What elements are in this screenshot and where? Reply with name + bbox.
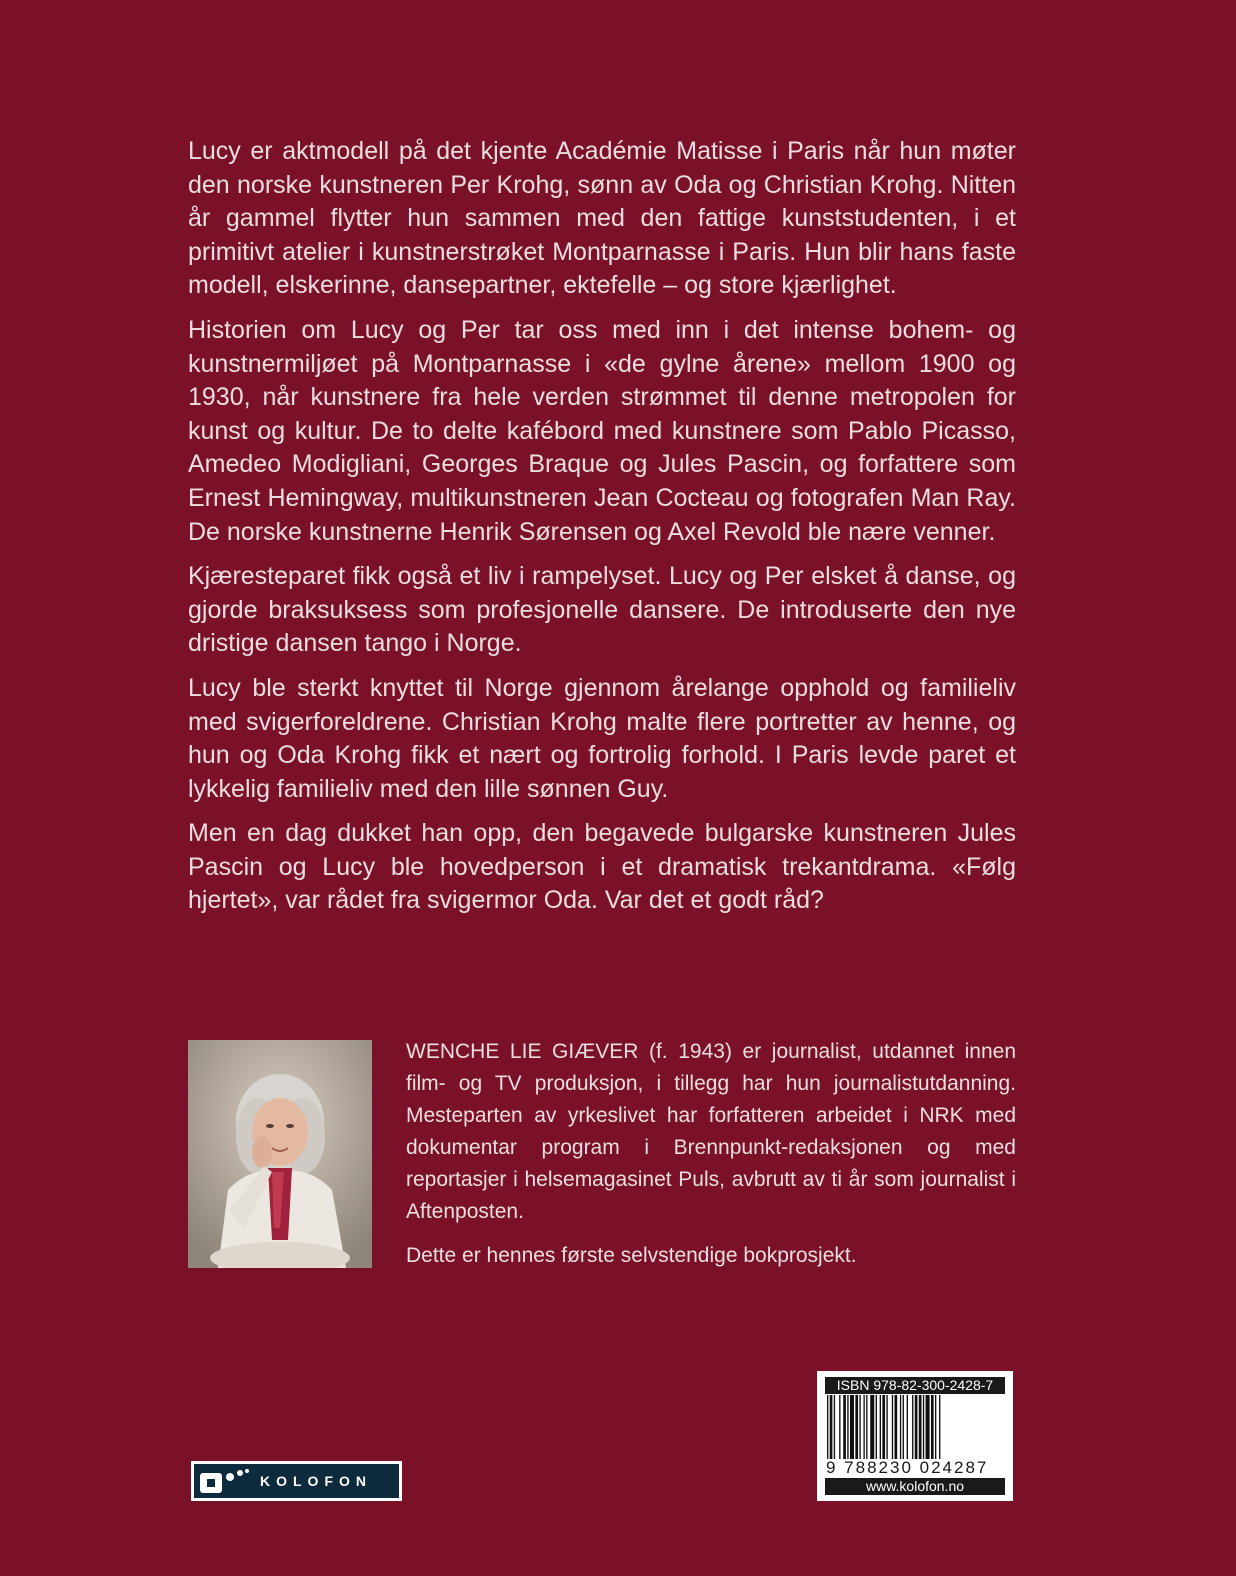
back-cover-blurb (188, 135, 1016, 929)
blurb-paragraph-1: Lucy er aktmodell på det kjente Académie Matisse i Paris når hun møter den norske kunstneren Per Krohg, sønn av Oda og Christian Krohg. Nitten år gammel flytter hun sammen med den fattige kunststudenten, i et primitivt atelier i kunstnerstrøket Montparnasse i Paris. Hun blir hans faste modell, elskerinne, dansepartner, ektefelle – og store kjærlighet. (188, 137, 1016, 300)
blurb-paragraph-4: Lucy ble sterkt knyttet til Norge gjennom årelange opphold og familieliv med svigerforeldrene. Christian Krohg malte flere portretter av henne, og hun og Oda Krohg fikk et nært og fortrolig forhold. I Paris levde paret et lykkelig familieliv med den lille sønnen Guy. (188, 673, 1016, 803)
kolofon-mark-icon (200, 1467, 250, 1497)
author-bio (406, 1036, 1016, 1284)
author-note-text: Dette er hennes første selvstendige bokprosjekt. (406, 1244, 857, 1267)
author-photo (188, 1040, 372, 1268)
author-bio-text: WENCHE LIE GIÆVER (f. 1943) er journalist, utdannet innen film- og TV produksjon, i tillegg har hun journalistutdanning. Mesteparten av yrkeslivet har forfatteren arbeidet i NRK med dokumentar program i Brennpunkt-redaksjonen og med reportasjer i helsemagasinet Puls, avbrutt av ti år som journalist i Aftenposten. (406, 1040, 1016, 1223)
ean-digits (825, 1459, 1005, 1477)
publisher-name: KOLOFON (260, 1473, 372, 1489)
publisher-logo (191, 1461, 402, 1501)
author-portrait-icon (188, 1040, 372, 1268)
publisher-website: www.kolofon.no (825, 1478, 1005, 1495)
ean-digits-text: 9 788230 024287 (826, 1459, 989, 1477)
blurb-paragraph-5: Men en dag dukket han opp, den begavede bulgarske kunstneren Jules Pascin og Lucy ble hovedperson i et dramatisk trekantdrama. «Følg hjertet», var rådet fra svigermor Oda. Var det et godt råd? (188, 819, 1016, 915)
blurb-paragraph-2: Historien om Lucy og Per tar oss med inn i det intense bohem- og kunstnermiljøet på Montparnasse i «de gylne årene» mellom 1900 og 1930, når kunstnere fra hele verden strømmet til denne metropolen for kunst og kultur. De to delte kafébord med kunstnere som Pablo Picasso, Amedeo Modigliani, Georges Braque og Jules Pascin, og forfattere som Ernest Hemingway, multikunstneren Jean Cocteau og fotografen Man Ray. De norske kunstnerne Henrik Sørensen og Axel Revold ble nære venner. (188, 315, 1016, 546)
isbn-label: ISBN 978-82-300-2428-7 (825, 1377, 1005, 1394)
isbn-barcode (817, 1371, 1013, 1501)
blurb-paragraph-3: Kjæresteparet fikk også et liv i rampelyset. Lucy og Per elsket å danse, og gjorde braksuksess som profesjonelle dansere. De introduserte den nye dristige dansen tango i Norge. (188, 562, 1016, 658)
